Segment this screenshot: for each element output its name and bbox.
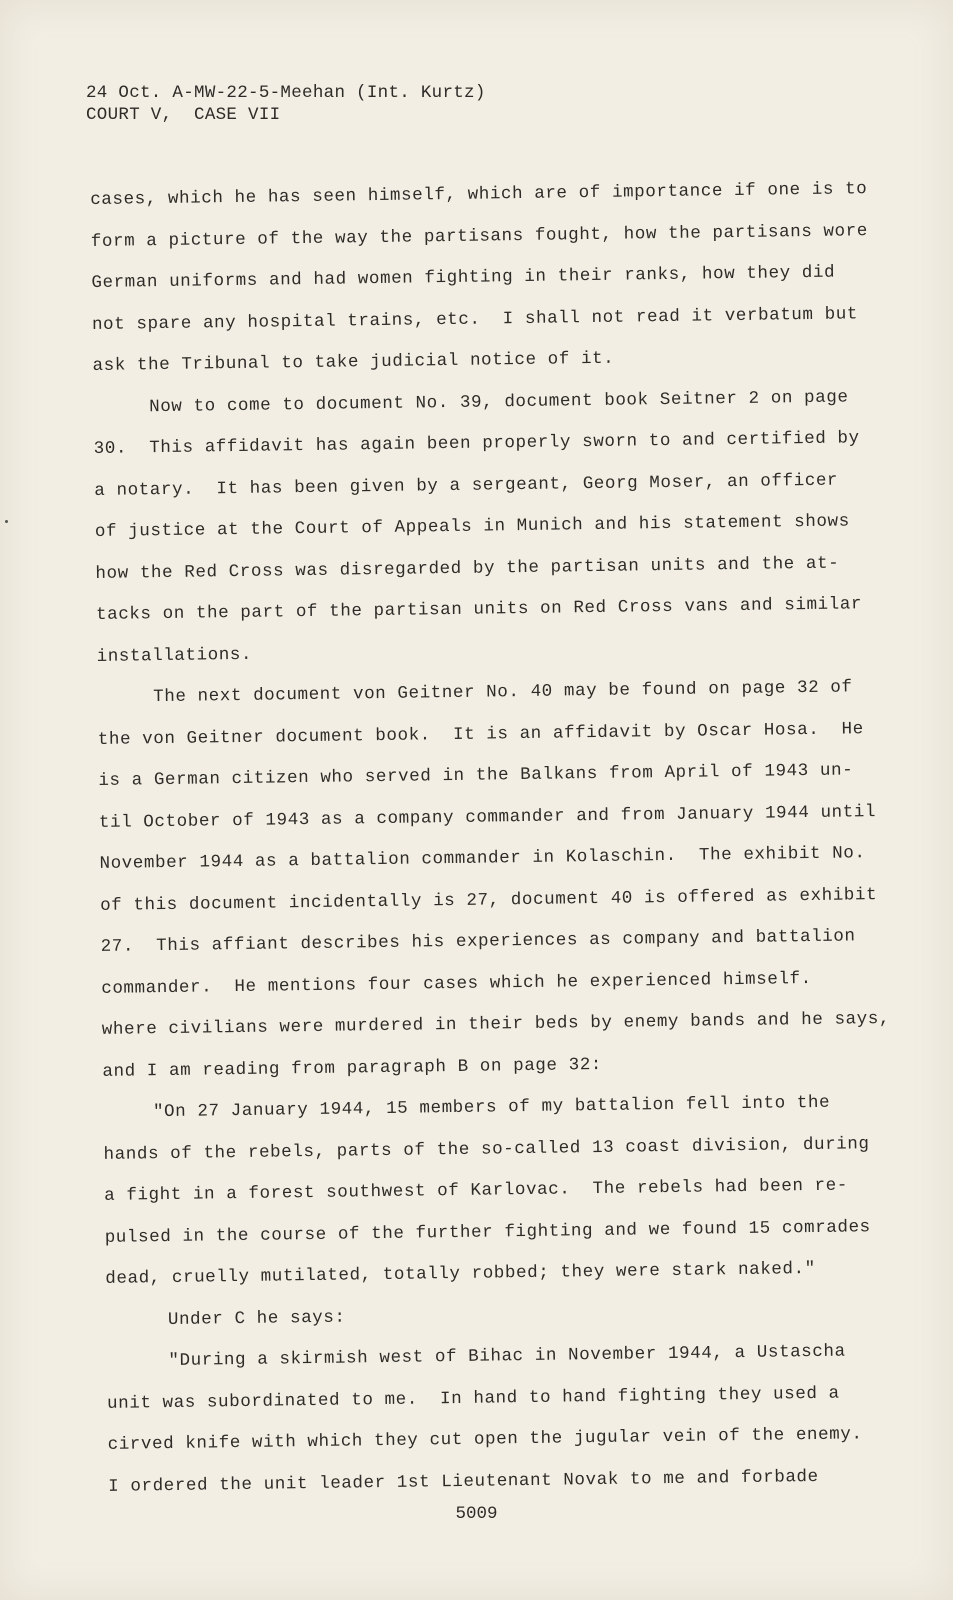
paragraph-1 bbox=[90, 169, 869, 387]
text-line: 30. This affidavit has again been properly sworn to and certified by bbox=[93, 428, 860, 459]
paragraph-quote-b bbox=[103, 1082, 871, 1300]
header-line-court-case: COURT V, CASE VII bbox=[86, 105, 281, 125]
text-line: unit was subordinated to me. In hand to hand fighting they used a bbox=[106, 1383, 840, 1414]
text-line: til October of 1943 as a company commander and from January 1944 until bbox=[98, 801, 877, 833]
text-line: November 1944 as a battalion commander in Kolaschin. The exhibit No. bbox=[99, 843, 866, 874]
text-line: pulsed in the course of the further fighting and we found 15 comrades bbox=[104, 1216, 871, 1248]
text-line: and I am reading from paragraph B on page 32: bbox=[102, 1054, 603, 1082]
text-line: where civilians were murdered in their beds by enemy bands and he says, bbox=[101, 1008, 891, 1040]
text-line: tacks on the part of the partisan units on Red Cross vans and similar bbox=[95, 594, 863, 625]
text-line: hands of the rebels, parts of the so-called 13 coast division, during bbox=[103, 1133, 870, 1165]
text-line: 27. This affiant describes his experiences as company and battalion bbox=[100, 926, 856, 957]
text-line: of justice at the Court of Appeals in Munich and his statement shows bbox=[94, 511, 850, 542]
document-header bbox=[86, 82, 486, 126]
paragraph-quote-c bbox=[106, 1331, 868, 1508]
text-line: a fight in a forest southwest of Karlovac. The rebels had been re- bbox=[104, 1175, 849, 1206]
text-line: not spare any hospital trains, etc. I shall not read it verbatum but bbox=[91, 303, 859, 335]
text-line: I ordered the unit leader 1st Lieutenant Novak to me and forbade bbox=[108, 1466, 819, 1497]
text-line: a notary. It has been given by a sergeant, Georg Moser, an officer bbox=[94, 470, 839, 501]
paragraph-2 bbox=[93, 377, 863, 678]
margin-dot bbox=[5, 520, 8, 523]
text-line: commander. He mentions four cases which he experienced himself. bbox=[101, 968, 812, 999]
text-line: is a German citizen who served in the Balkans from April of 1943 un- bbox=[98, 760, 854, 791]
text-line: The next document von Geitner No. 40 may be found on page 32 of bbox=[153, 677, 853, 708]
text-line: Under C he says: bbox=[167, 1307, 346, 1330]
text-line: cases, which he has seen himself, which are of importance if one is to bbox=[90, 179, 868, 210]
text-line: dead, cruelly mutilated, totally robbed; they were stark naked." bbox=[105, 1258, 816, 1289]
text-line: German uniforms and had women fighting in their ranks, how they did bbox=[91, 262, 836, 293]
text-line: "During a skirmish west of Bihac in November 1944, a Ustascha bbox=[168, 1341, 846, 1372]
text-line: Now to come to document No. 39, document book Seitner 2 on page bbox=[149, 386, 849, 417]
text-line: installations. bbox=[96, 644, 253, 667]
text-line: how the Red Cross was disregarded by the partisan units and the at- bbox=[95, 553, 840, 584]
text-line: cirved knife with which they cut open the jugular vein of the enemy. bbox=[107, 1424, 863, 1455]
text-line: ask the Tribunal to take judicial notice of it. bbox=[92, 348, 615, 376]
header-line-date-ref: 24 Oct. A-MW-22-5-Meehan (Int. Kurtz) bbox=[86, 83, 486, 103]
text-line: the von Geitner document book. It is an affidavit by Oscar Hosa. He bbox=[97, 718, 864, 750]
text-line: form a picture of the way the partisans fought, how the partisans wore bbox=[90, 220, 869, 252]
text-line: "On 27 January 1944, 15 members of my battalion fell into the bbox=[152, 1092, 831, 1123]
page-number: 5009 bbox=[455, 1504, 498, 1524]
document-body bbox=[90, 169, 891, 1507]
paragraph-3 bbox=[97, 667, 891, 1093]
text-line: of this document incidentally is 27, document 40 is offered as exhibit bbox=[99, 884, 878, 916]
